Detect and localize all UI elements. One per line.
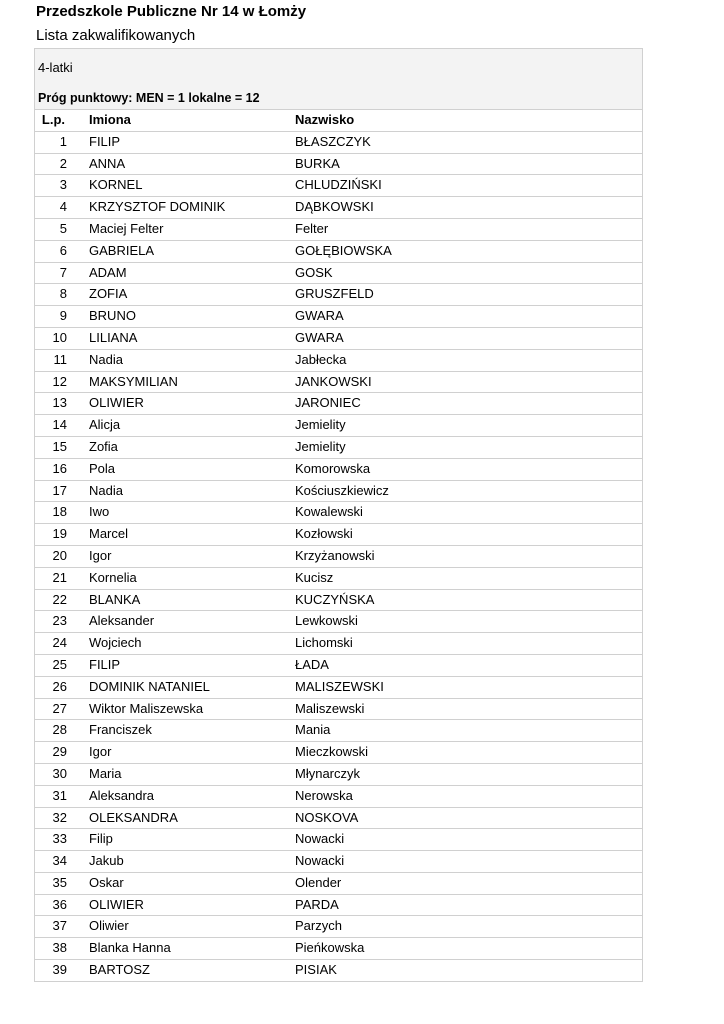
- surname: PARDA: [295, 896, 339, 912]
- surname: Kowalewski: [295, 504, 363, 520]
- row-number: 24: [52, 635, 67, 651]
- row-number: 23: [52, 613, 67, 629]
- surname: Jemielity: [295, 417, 346, 433]
- surname: GWARA: [295, 329, 344, 345]
- first-names: Pola: [89, 460, 116, 476]
- surname: GWARA: [295, 308, 344, 324]
- table-row: [35, 306, 642, 328]
- row-number: 11: [53, 351, 67, 367]
- first-names: Filip: [89, 831, 113, 847]
- table-row: [35, 786, 642, 808]
- row-number: 16: [52, 460, 67, 476]
- first-names: ANNA: [89, 155, 126, 171]
- first-names: Marcel: [89, 526, 129, 542]
- row-number: 1: [59, 133, 67, 149]
- row-number: 29: [52, 744, 67, 760]
- table-row: [35, 873, 642, 895]
- first-names: Igor: [89, 744, 112, 760]
- row-number: 3: [59, 177, 67, 193]
- surname: GOŁĘBIOWSKA: [295, 242, 392, 258]
- surname: Nowacki: [295, 831, 345, 847]
- first-names: OLIWIER: [89, 395, 144, 411]
- first-names: Aleksander: [89, 613, 155, 629]
- first-names: Nadia: [89, 482, 123, 498]
- first-names: Maciej Felter: [89, 220, 164, 236]
- row-number: 35: [52, 874, 67, 890]
- surname: Krzyżanowski: [295, 547, 375, 563]
- first-names: Iwo: [89, 504, 110, 520]
- first-names: KRZYSZTOF DOMINIK: [89, 199, 226, 215]
- first-names: OLIWIER: [89, 896, 144, 912]
- table-row: [35, 328, 642, 350]
- table-row: [35, 699, 642, 721]
- first-names: GABRIELA: [89, 242, 155, 258]
- table-row: [35, 655, 642, 677]
- table-row: [35, 263, 642, 285]
- row-number: 28: [52, 722, 67, 738]
- column-header-lp: L.p.: [41, 112, 65, 127]
- surname: Lichomski: [295, 635, 353, 651]
- first-names: Franciszek: [89, 722, 152, 738]
- table-row: [35, 132, 642, 154]
- row-number: 33: [52, 831, 67, 847]
- surname: Komorowska: [295, 460, 371, 476]
- surname: DĄBKOWSKI: [295, 199, 374, 215]
- surname: Maliszewski: [295, 700, 365, 716]
- row-number: 38: [52, 940, 67, 956]
- surname: Nerowska: [295, 787, 353, 803]
- first-names: MAKSYMILIAN: [89, 373, 178, 389]
- first-names: FILIP: [89, 133, 121, 149]
- first-names: Oskar: [89, 874, 124, 890]
- surname: NOSKOVA: [295, 809, 359, 825]
- row-number: 20: [52, 547, 67, 563]
- row-number: 15: [52, 438, 67, 454]
- table-row: [35, 633, 642, 655]
- first-names: Wojciech: [89, 635, 142, 651]
- surname: Jabłecka: [295, 351, 347, 367]
- surname: CHLUDZIŃSKI: [295, 177, 382, 193]
- table-row: [35, 808, 642, 830]
- table-row: [35, 960, 642, 982]
- first-names: Maria: [89, 765, 122, 781]
- table-row: [35, 175, 642, 197]
- surname: GOSK: [295, 264, 333, 280]
- table-row: [35, 502, 642, 524]
- row-number: 37: [52, 918, 67, 934]
- row-number: 26: [52, 678, 67, 694]
- table-row: [35, 197, 642, 219]
- row-number: 6: [59, 242, 67, 258]
- column-header-surname: Nazwisko: [295, 112, 355, 127]
- first-names: LILIANA: [89, 329, 138, 345]
- table-row: [35, 219, 642, 241]
- table-row: [35, 393, 642, 415]
- table-row: [35, 568, 642, 590]
- table-row: [35, 764, 642, 786]
- row-number: 4: [59, 199, 67, 215]
- first-names: Wiktor Maliszewska: [89, 700, 204, 716]
- first-names: DOMINIK NATANIEL: [89, 678, 210, 694]
- table-row: [35, 524, 642, 546]
- surname: JARONIEC: [295, 395, 361, 411]
- group-name: 4-latki: [38, 60, 73, 75]
- surname: Młynarczyk: [295, 765, 361, 781]
- table-row: [35, 916, 642, 938]
- first-names: BRUNO: [89, 308, 136, 324]
- row-number: 39: [52, 962, 67, 978]
- table-row: [35, 546, 642, 568]
- table-row: [35, 829, 642, 851]
- row-number: 22: [52, 591, 67, 607]
- surname: Mania: [295, 722, 331, 738]
- row-number: 7: [59, 264, 67, 280]
- first-names: BLANKA: [89, 591, 141, 607]
- row-number: 30: [52, 765, 67, 781]
- first-names: Nadia: [89, 351, 123, 367]
- first-names: OLEKSANDRA: [89, 809, 178, 825]
- table-row: [35, 415, 642, 437]
- surname: BŁASZCZYK: [295, 133, 371, 149]
- table-row: [35, 611, 642, 633]
- surname: Kościuszkiewicz: [295, 482, 389, 498]
- surname: Kucisz: [295, 569, 334, 585]
- first-names: Blanka Hanna: [89, 940, 171, 956]
- row-number: 14: [52, 417, 67, 433]
- table-body: [35, 132, 642, 982]
- surname: Jemielity: [295, 438, 346, 454]
- row-number: 10: [52, 329, 67, 345]
- table-row: [35, 677, 642, 699]
- table-row: [35, 895, 642, 917]
- row-number: 21: [52, 569, 67, 585]
- surname: ŁADA: [295, 656, 329, 672]
- table-row: [35, 851, 642, 873]
- row-number: 19: [52, 526, 67, 542]
- first-names: Jakub: [89, 853, 124, 869]
- group-header: [35, 49, 642, 110]
- row-number: 8: [59, 286, 67, 302]
- row-number: 34: [52, 853, 67, 869]
- table-row: [35, 742, 642, 764]
- surname: GRUSZFELD: [295, 286, 374, 302]
- table-row: [35, 350, 642, 372]
- document-title: Przedszkole Publiczne Nr 14 w Łomży: [36, 3, 307, 20]
- table-row: [35, 720, 642, 742]
- row-number: 25: [52, 656, 67, 672]
- first-names: ZOFIA: [89, 286, 128, 302]
- qualified-list: [34, 48, 643, 982]
- first-names: Zofia: [89, 438, 118, 454]
- row-number: 13: [52, 395, 67, 411]
- row-number: 36: [52, 896, 67, 912]
- surname: Lewkowski: [295, 613, 358, 629]
- surname: Parzych: [295, 918, 342, 934]
- table-header-row: [35, 110, 642, 132]
- first-names: Aleksandra: [89, 787, 155, 803]
- table-row: [35, 154, 642, 176]
- first-names: Kornelia: [89, 569, 137, 585]
- surname: BURKA: [295, 155, 340, 171]
- row-number: 12: [52, 373, 67, 389]
- surname: JANKOWSKI: [295, 373, 372, 389]
- row-number: 31: [52, 787, 67, 803]
- column-header-first-names: Imiona: [89, 112, 131, 127]
- row-number: 2: [59, 155, 67, 171]
- row-number: 17: [52, 482, 67, 498]
- first-names: KORNEL: [89, 177, 143, 193]
- table-row: [35, 590, 642, 612]
- table-row: [35, 284, 642, 306]
- surname: MALISZEWSKI: [295, 678, 384, 694]
- table-row: [35, 437, 642, 459]
- first-names: FILIP: [89, 656, 121, 672]
- table-row: [35, 459, 642, 481]
- first-names: Oliwier: [89, 918, 129, 934]
- surname: Pieńkowska: [295, 940, 365, 956]
- row-number: 5: [59, 220, 67, 236]
- surname: Mieczkowski: [295, 744, 368, 760]
- first-names: Igor: [89, 547, 112, 563]
- points-threshold: Próg punktowy: MEN = 1 lokalne = 12: [38, 91, 260, 105]
- surname: Olender: [295, 874, 342, 890]
- table-row: [35, 481, 642, 503]
- surname: Felter: [295, 220, 329, 236]
- table-row: [35, 241, 642, 263]
- table-row: [35, 938, 642, 960]
- first-names: BARTOSZ: [89, 962, 150, 978]
- document-subtitle: Lista zakwalifikowanych: [36, 27, 196, 44]
- surname: Kozłowski: [295, 526, 353, 542]
- first-names: ADAM: [89, 264, 127, 280]
- first-names: Alicja: [89, 417, 121, 433]
- row-number: 27: [52, 700, 67, 716]
- row-number: 32: [52, 809, 67, 825]
- row-number: 9: [59, 308, 67, 324]
- row-number: 18: [52, 504, 67, 520]
- surname: Nowacki: [295, 853, 345, 869]
- table-row: [35, 372, 642, 394]
- surname: PISIAK: [295, 962, 337, 978]
- surname: KUCZYŃSKA: [295, 591, 375, 607]
